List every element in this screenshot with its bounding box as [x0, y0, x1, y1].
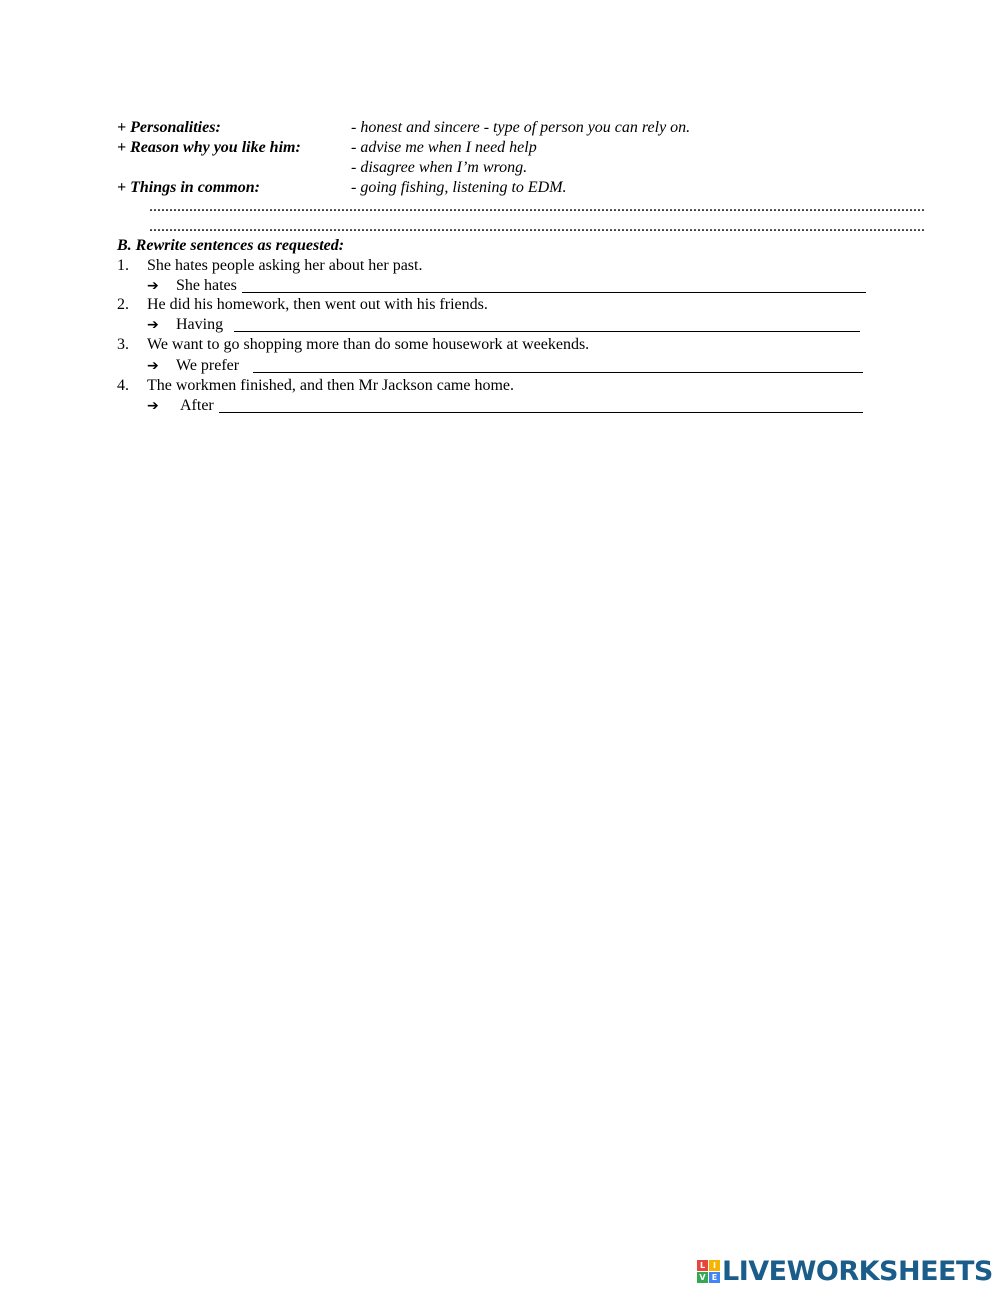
answer-blank-3[interactable] — [253, 372, 863, 373]
logo-tiles-icon — [697, 1260, 720, 1283]
answer-blank-1[interactable] — [242, 292, 866, 293]
liveworksheets-logo[interactable] — [697, 1255, 993, 1287]
logo-text: LIVEWORKSHEETS — [722, 1255, 993, 1287]
item-number: 2. — [117, 296, 129, 313]
item-number: 4. — [117, 377, 129, 394]
answer-prompt: We prefer — [176, 357, 240, 374]
item-number: 1. — [117, 257, 129, 274]
logo-tile: I — [709, 1260, 720, 1271]
arrow-right-icon: ➔ — [147, 358, 159, 374]
arrow-right-icon: ➔ — [147, 278, 159, 294]
answer-blank-4[interactable] — [219, 412, 863, 413]
answer-prompt: After — [180, 397, 214, 414]
dotted-answer-line-1[interactable]: .................................................................................................................................................................................................. — [149, 198, 925, 215]
section-b-heading: B. Rewrite sentences as requested: — [117, 237, 345, 254]
logo-tile: V — [697, 1272, 708, 1283]
personalities-label: + Personalities: — [117, 119, 221, 136]
logo-tile: L — [697, 1260, 708, 1271]
reason-value-1: - advise me when I need help — [351, 139, 537, 156]
item-sentence: The workmen finished, and then Mr Jackson came home. — [147, 377, 515, 394]
arrow-right-icon: ➔ — [147, 317, 159, 333]
answer-blank-2[interactable] — [234, 331, 860, 332]
item-sentence: She hates people asking her about her past. — [147, 257, 423, 274]
item-sentence: He did his homework, then went out with his friends. — [147, 296, 488, 313]
personalities-value: - honest and sincere - type of person you can rely on. — [351, 119, 691, 136]
reason-value-2: - disagree when I’m wrong. — [351, 159, 528, 176]
things-in-common-label: + Things in common: — [117, 179, 260, 196]
reason-label: + Reason why you like him: — [117, 139, 301, 156]
answer-prompt: Having — [176, 316, 224, 333]
logo-tile: E — [709, 1272, 720, 1283]
answer-prompt: She hates — [176, 277, 237, 294]
item-number: 3. — [117, 336, 129, 353]
things-in-common-value: - going fishing, listening to EDM. — [351, 179, 567, 196]
item-sentence: We want to go shopping more than do some housework at weekends. — [147, 336, 590, 353]
dotted-answer-line-2[interactable]: .................................................................................................................................................................................................. — [149, 218, 925, 235]
arrow-right-icon: ➔ — [147, 398, 159, 414]
